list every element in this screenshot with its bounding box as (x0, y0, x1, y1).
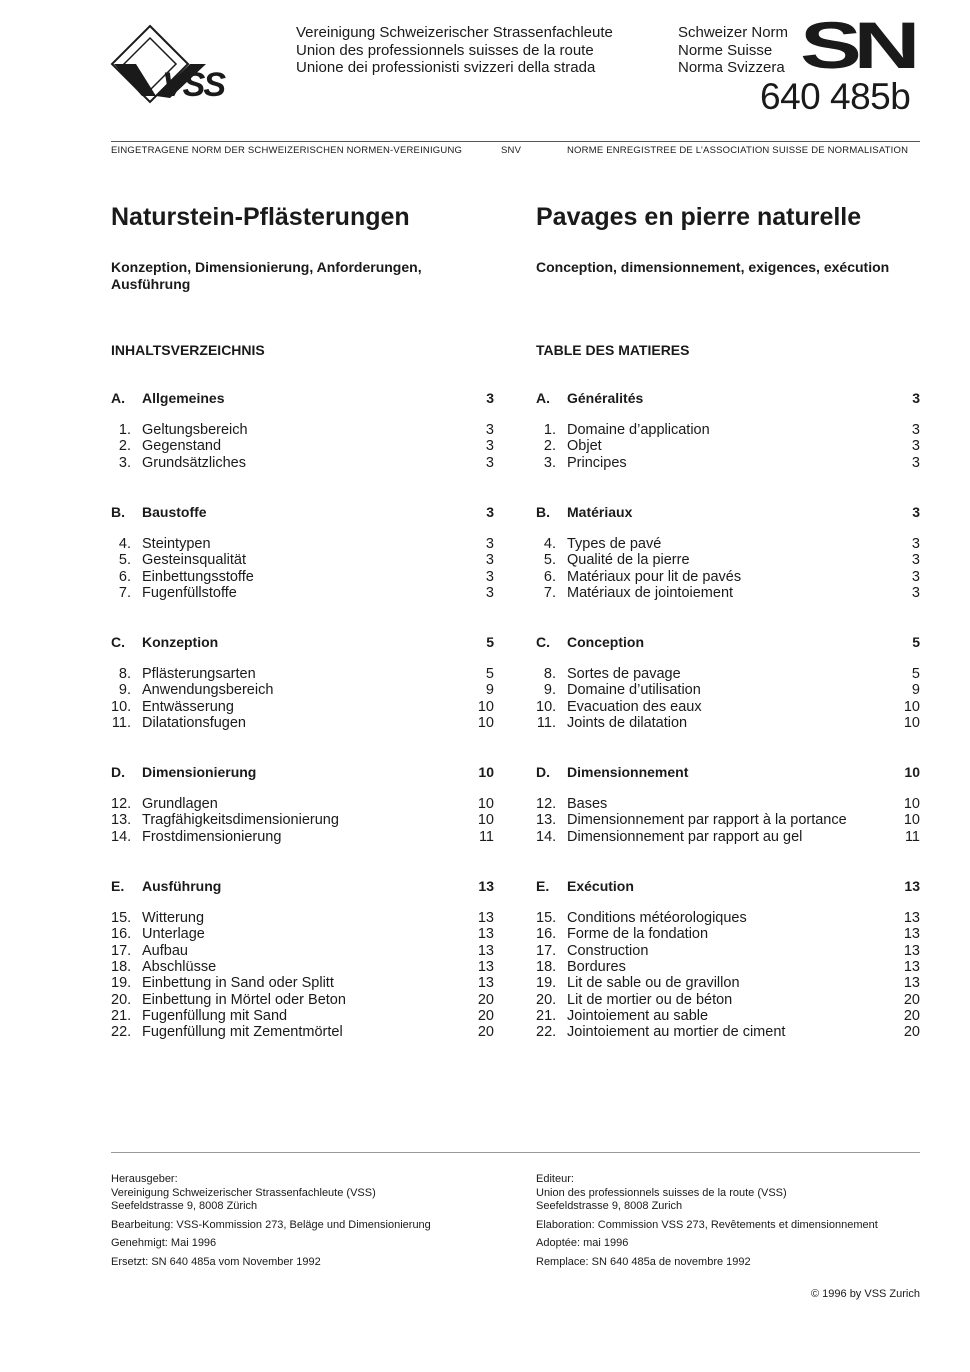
toc-entry-page: 5 (911, 666, 920, 682)
toc-entry-page: 3 (485, 568, 494, 585)
toc-entry-number: 6. (543, 568, 556, 585)
toc-section-letter: D. (111, 764, 125, 780)
svg-text:VSS: VSS (162, 66, 225, 104)
toc-section-page: 3 (486, 504, 494, 520)
toc-entry-title: Principes (567, 454, 627, 471)
subtitle-de-line2: Ausführung (111, 276, 191, 292)
toc-entry (536, 959, 920, 976)
toc-entry (536, 682, 920, 699)
toc-entry-title: Jointoiement au mortier de ciment (567, 1024, 786, 1041)
toc-section-letter: D. (536, 764, 550, 780)
toc-entry-title: Forme de la fondation (567, 926, 709, 943)
toc-entry-page: 10 (903, 698, 920, 715)
toc-entry-page: 13 (903, 910, 920, 926)
toc-section-title: Konzeption (142, 634, 219, 650)
toc-entry-title: Geltungsbereich (142, 422, 248, 438)
toc-section-title: Matériaux (567, 504, 633, 520)
toc-entry-title: Pflästerungsarten (142, 666, 256, 682)
toc-entry-page: 10 (903, 796, 920, 812)
subtitle-fr-line1: Conception, dimensionnement, exigences, exécution (536, 259, 890, 275)
toc-section-heading (536, 764, 920, 781)
toc-entry (536, 1024, 920, 1041)
toc-entry (536, 666, 920, 683)
toc-entry (536, 715, 920, 732)
toc-section-heading (536, 878, 920, 895)
toc-section-title: Conception (567, 634, 644, 650)
toc-entry-page: 3 (485, 584, 494, 601)
toc-entry (111, 438, 494, 455)
toc-entry-number: 20. (536, 991, 557, 1008)
toc-entry-page: 13 (477, 975, 494, 992)
toc-entry-page: 3 (911, 422, 920, 438)
toc-section-page: 13 (478, 878, 494, 894)
toc-entry (536, 536, 920, 553)
toc-section-page: 5 (912, 634, 920, 650)
toc-entry (536, 812, 920, 829)
toc-entry-title: Einbettung in Sand oder Splitt (142, 975, 334, 992)
toc-entry-page: 20 (903, 991, 920, 1008)
toc-section-title: Ausführung (142, 878, 222, 894)
norm-label-de: Schweizer Norm (678, 24, 789, 41)
toc-entry-number: 7. (118, 584, 131, 601)
toc-entry (536, 796, 920, 813)
toc-entry-title: Construction (567, 942, 649, 959)
toc-entry-number: 5. (543, 552, 556, 569)
toc-entry-page: 10 (477, 796, 494, 812)
toc-entry-title: Jointoiement au sable (567, 1007, 709, 1024)
toc-entry-title: Einbettungsstoffe (142, 568, 254, 585)
toc-section-title: Baustoffe (142, 504, 207, 520)
toc-entry-title: Matériaux pour lit de pavés (567, 568, 742, 585)
toc-entry (111, 569, 494, 586)
toc-section-page: 3 (912, 504, 920, 520)
toc-entry (111, 926, 494, 943)
toc-entry-number: 15. (111, 910, 132, 926)
toc-entry-page: 13 (477, 910, 494, 926)
toc-section-heading (111, 764, 494, 781)
subtitle-de-line1: Konzeption, Dimensionierung, Anforderungen, (111, 259, 422, 275)
toc-entry-title: Evacuation des eaux (567, 698, 702, 715)
toc-entry-number: 22. (536, 1024, 557, 1041)
editing-fr: Elaboration: Commission VSS 273, Revêtements et dimensionnement (536, 1218, 878, 1231)
toc-entry-number: 7. (543, 584, 556, 601)
toc-entry-page: 9 (485, 682, 494, 699)
registry-snv: SNV (501, 145, 522, 156)
toc-entry-number: 2. (543, 438, 556, 455)
toc-entry-page: 3 (911, 438, 920, 455)
toc-entry-page: 3 (485, 438, 494, 455)
footer-de (111, 1173, 431, 1269)
toc-section-page: 10 (478, 764, 494, 780)
toc-entry-number: 19. (111, 975, 132, 992)
toc-entry-number: 17. (536, 942, 557, 959)
toc-entry-page: 20 (477, 1007, 494, 1024)
title-de: Naturstein-Pflästerungen (111, 203, 410, 231)
toc-entry (536, 975, 920, 992)
publisher-address-de: Seefeldstrasse 9, 8008 Zürich (111, 1200, 258, 1212)
toc-entry-title: Aufbau (142, 942, 188, 959)
toc-entry-number: 16. (111, 926, 132, 943)
toc-entry-page: 20 (903, 1024, 920, 1041)
toc-entry-page: 3 (911, 568, 920, 585)
toc-entry (536, 552, 920, 569)
toc-entry-number: 10. (111, 698, 132, 715)
toc-entry-number: 18. (111, 958, 132, 975)
replaces-de: Ersetzt: SN 640 485a vom November 1992 (111, 1255, 321, 1268)
toc-entry-page: 3 (485, 454, 494, 471)
toc-entry (111, 812, 494, 829)
toc-entry (111, 796, 494, 813)
toc-entry-title: Types de pavé (567, 536, 662, 552)
publisher-label-fr: Editeur: (536, 1173, 574, 1185)
toc-entry-page: 13 (903, 975, 920, 992)
toc-entry-number: 16. (536, 926, 557, 943)
toc-entry-page: 10 (477, 698, 494, 715)
toc-entry-number: 2. (118, 438, 131, 455)
org-name-it: Unione dei professionisti svizzeri della strada (296, 59, 596, 76)
toc-entry-page: 11 (478, 828, 494, 845)
toc-entry-page: 10 (903, 812, 920, 829)
toc-entry (111, 959, 494, 976)
toc-entry-number: 9. (118, 682, 131, 699)
toc-section-page: 5 (486, 634, 494, 650)
toc-entry-page: 20 (477, 1024, 494, 1041)
toc-section-heading (111, 634, 494, 651)
title-fr: Pavages en pierre naturelle (536, 203, 862, 231)
toc-entry-number: 14. (111, 828, 132, 845)
toc-entry (536, 699, 920, 716)
toc-entry-title: Lit de mortier ou de béton (567, 991, 733, 1008)
toc-entry-page: 3 (911, 454, 920, 471)
toc-entry-number: 14. (536, 828, 557, 845)
toc-entry-number: 12. (111, 796, 132, 812)
registry-de: EINGETRAGENE NORM DER SCHWEIZERISCHEN NORMEN-VEREINIGUNG (111, 145, 463, 156)
subtitle-de (111, 259, 422, 293)
toc-section-title: Allgemeines (142, 390, 225, 406)
toc-entry-page: 13 (477, 958, 494, 975)
toc-entry-number: 13. (111, 812, 132, 829)
toc-entry-title: Gesteinsqualität (142, 552, 246, 569)
toc-entry-number: 10. (536, 698, 557, 715)
toc-entry-page: 3 (911, 552, 920, 569)
toc-entry-title: Grundlagen (142, 796, 218, 812)
toc-entry-title: Domaine d’application (567, 422, 710, 438)
toc-entry-title: Anwendungsbereich (142, 682, 274, 699)
toc-entry-number: 18. (536, 958, 557, 975)
footer-fr (536, 1173, 878, 1269)
toc-entry-number: 3. (543, 454, 556, 471)
toc-entry-title: Qualité de la pierre (567, 552, 690, 569)
toc-entry (536, 910, 920, 927)
toc-entry (111, 715, 494, 732)
toc-entry (111, 699, 494, 716)
toc-entry (111, 992, 494, 1009)
toc-section-heading (111, 504, 494, 521)
toc-entry (111, 1024, 494, 1041)
toc-entry-title: Dilatationsfugen (142, 714, 246, 731)
toc-entry-number: 21. (536, 1007, 557, 1024)
toc-entry-number: 3. (118, 454, 131, 471)
toc-entry-page: 3 (485, 536, 494, 552)
toc-entry (536, 829, 920, 846)
toc-entry-number: 4. (543, 536, 556, 552)
toc-heading-de: INHALTSVERZEICHNIS (111, 342, 265, 358)
toc-entry-page: 13 (477, 926, 494, 943)
toc-entry-title: Einbettung in Mörtel oder Beton (142, 991, 346, 1008)
toc-entry-title: Fugenfüllstoffe (142, 584, 237, 601)
toc-entry-number: 13. (536, 812, 557, 829)
toc-section-heading (536, 634, 920, 651)
toc-section-heading (536, 390, 920, 407)
toc-heading-fr: TABLE DES MATIERES (536, 342, 690, 358)
toc-section-title: Dimensionierung (142, 764, 257, 780)
toc-section-page: 10 (904, 764, 920, 780)
publisher-name-fr: Union des professionnels suisses de la route (VSS) (536, 1186, 787, 1199)
toc-entry-title: Bases (567, 796, 608, 812)
replaces-fr: Remplace: SN 640 485a de novembre 1992 (536, 1255, 751, 1268)
toc-entry (111, 975, 494, 992)
toc-entry-page: 5 (485, 666, 494, 682)
toc-entry (536, 943, 920, 960)
toc-entry-title: Tragfähigkeitsdimensionierung (142, 812, 339, 829)
toc-entry-number: 1. (543, 422, 556, 438)
toc-entry-title: Sortes de pavage (567, 666, 681, 682)
svg-text:SN: SN (800, 18, 916, 72)
toc-entry-page: 13 (903, 958, 920, 975)
toc-entry-page: 9 (911, 682, 920, 699)
german-column (111, 0, 494, 1372)
toc-section-letter: A. (111, 390, 125, 406)
publisher-address-fr: Seefeldstrasse 9, 8008 Zurich (536, 1200, 683, 1212)
toc-section-letter: E. (111, 878, 125, 894)
toc-section-title: Dimensionnement (567, 764, 689, 780)
toc-entry-number: 8. (543, 666, 556, 682)
toc-entry-number: 11. (536, 714, 556, 731)
toc-entry (111, 536, 494, 553)
toc-entry-title: Objet (567, 438, 602, 455)
toc-entry-title: Unterlage (142, 926, 205, 943)
toc-entry-title: Dimensionnement par rapport au gel (567, 828, 803, 845)
toc-entry (111, 682, 494, 699)
org-name-de: Vereinigung Schweizerischer Strassenfachleute (296, 24, 613, 41)
toc-entry-page: 10 (477, 812, 494, 829)
toc-entry-page: 3 (911, 584, 920, 601)
toc-entry-title: Steintypen (142, 536, 211, 552)
toc-entry-title: Witterung (142, 910, 205, 926)
toc-entry-title: Grundsätzliches (142, 454, 246, 471)
toc-entry (536, 992, 920, 1009)
toc-entry (536, 569, 920, 586)
toc-entry-page: 3 (911, 536, 920, 552)
toc-section-page: 3 (486, 390, 494, 406)
toc-section-title: Exécution (567, 878, 634, 894)
toc-entry-title: Lit de sable ou de gravillon (567, 975, 740, 992)
toc-entry-number: 20. (111, 991, 132, 1008)
toc-section-page: 13 (904, 878, 920, 894)
toc-entry-title: Dimensionnement par rapport à la portance (567, 812, 847, 829)
toc-entry (536, 455, 920, 472)
toc-entry-title: Conditions météorologiques (567, 910, 747, 926)
toc-entry-number: 15. (536, 910, 557, 926)
toc-section-title: Généralités (567, 390, 644, 406)
toc-entry-title: Entwässerung (142, 698, 234, 715)
toc-entry-number: 11. (111, 714, 131, 731)
toc-entry-number: 9. (543, 682, 556, 699)
subtitle-fr (536, 259, 889, 276)
toc-entry (536, 422, 920, 439)
toc-entry-title: Frostdimensionierung (142, 828, 282, 845)
toc-entry-page: 13 (477, 942, 494, 959)
toc-entry (536, 926, 920, 943)
toc-entry-page: 20 (903, 1007, 920, 1024)
approved-de: Genehmigt: Mai 1996 (111, 1237, 217, 1249)
french-column (536, 0, 920, 1372)
norm-label-it: Norma Svizzera (678, 59, 785, 76)
org-name-fr: Union des professionnels suisses de la route (296, 41, 594, 59)
toc-entry-title: Bordures (567, 958, 626, 975)
norm-number: 640 485b (760, 76, 911, 117)
toc-entry-page: 20 (477, 991, 494, 1008)
toc-entry-page: 10 (477, 714, 494, 731)
toc-entry-page: 11 (904, 828, 920, 845)
toc-entry-number: 21. (111, 1007, 132, 1024)
toc-entry (111, 552, 494, 569)
toc-section-letter: E. (536, 878, 550, 894)
toc-entry-page: 3 (485, 552, 494, 569)
toc-entry-number: 12. (536, 796, 557, 812)
toc-entry-title: Gegenstand (142, 438, 222, 455)
publisher-label-de: Herausgeber: (111, 1173, 178, 1185)
toc-entry-page: 3 (485, 422, 494, 438)
copyright: © 1996 by VSS Zurich (811, 1288, 920, 1300)
toc-entry-page: 10 (903, 714, 920, 731)
toc-section-letter: C. (111, 634, 125, 650)
toc-entry (111, 422, 494, 439)
toc-entry-number: 6. (118, 568, 131, 585)
toc-entry-title: Matériaux de jointoiement (567, 584, 734, 601)
norm-label-fr: Norme Suisse (678, 41, 773, 59)
toc-entry-title: Fugenfüllung mit Zementmörtel (142, 1024, 343, 1041)
toc-entry (536, 438, 920, 455)
toc-entry-number: 8. (118, 666, 131, 682)
approved-fr: Adoptée: mai 1996 (536, 1237, 629, 1249)
toc-entry-number: 19. (536, 975, 557, 992)
toc-entry-title: Fugenfüllung mit Sand (142, 1007, 288, 1024)
toc-entry (111, 585, 494, 602)
toc-entry (111, 1008, 494, 1025)
toc-entry-number: 1. (118, 422, 131, 438)
toc-entry (111, 666, 494, 683)
toc-entry-number: 4. (118, 536, 131, 552)
toc-section-letter: B. (536, 504, 550, 520)
toc-entry-number: 5. (118, 552, 131, 569)
toc-entry-page: 13 (903, 926, 920, 943)
toc-section-heading (111, 878, 494, 895)
toc-entry-title: Abschlüsse (142, 958, 217, 975)
registry-fr: NORME ENREGISTREE DE L’ASSOCIATION SUISSE DE NORMALISATION (567, 145, 909, 156)
toc-section-letter: C. (536, 634, 550, 650)
editing-de: Bearbeitung: VSS-Kommission 273, Beläge und Dimensionierung (111, 1218, 431, 1231)
toc-entry (536, 1008, 920, 1025)
toc-entry-title: Joints de dilatation (567, 714, 688, 731)
publisher-name-de: Vereinigung Schweizerischer Strassenfachleute (VSS) (111, 1186, 376, 1199)
toc-entry (111, 455, 494, 472)
toc-section-page: 3 (912, 390, 920, 406)
toc-section-letter: A. (536, 390, 550, 406)
toc-entry (536, 585, 920, 602)
toc-entry-title: Domaine d’utilisation (567, 682, 701, 699)
toc-section-heading (536, 504, 920, 521)
toc-section-heading (111, 390, 494, 407)
toc-entry-page: 13 (903, 942, 920, 959)
toc-section-letter: B. (111, 504, 125, 520)
toc-entry (111, 943, 494, 960)
toc-entry-number: 22. (111, 1024, 132, 1041)
toc-entry (111, 910, 494, 927)
toc-entry-number: 17. (111, 942, 132, 959)
toc-entry (111, 829, 494, 846)
footer-divider (111, 1152, 920, 1153)
